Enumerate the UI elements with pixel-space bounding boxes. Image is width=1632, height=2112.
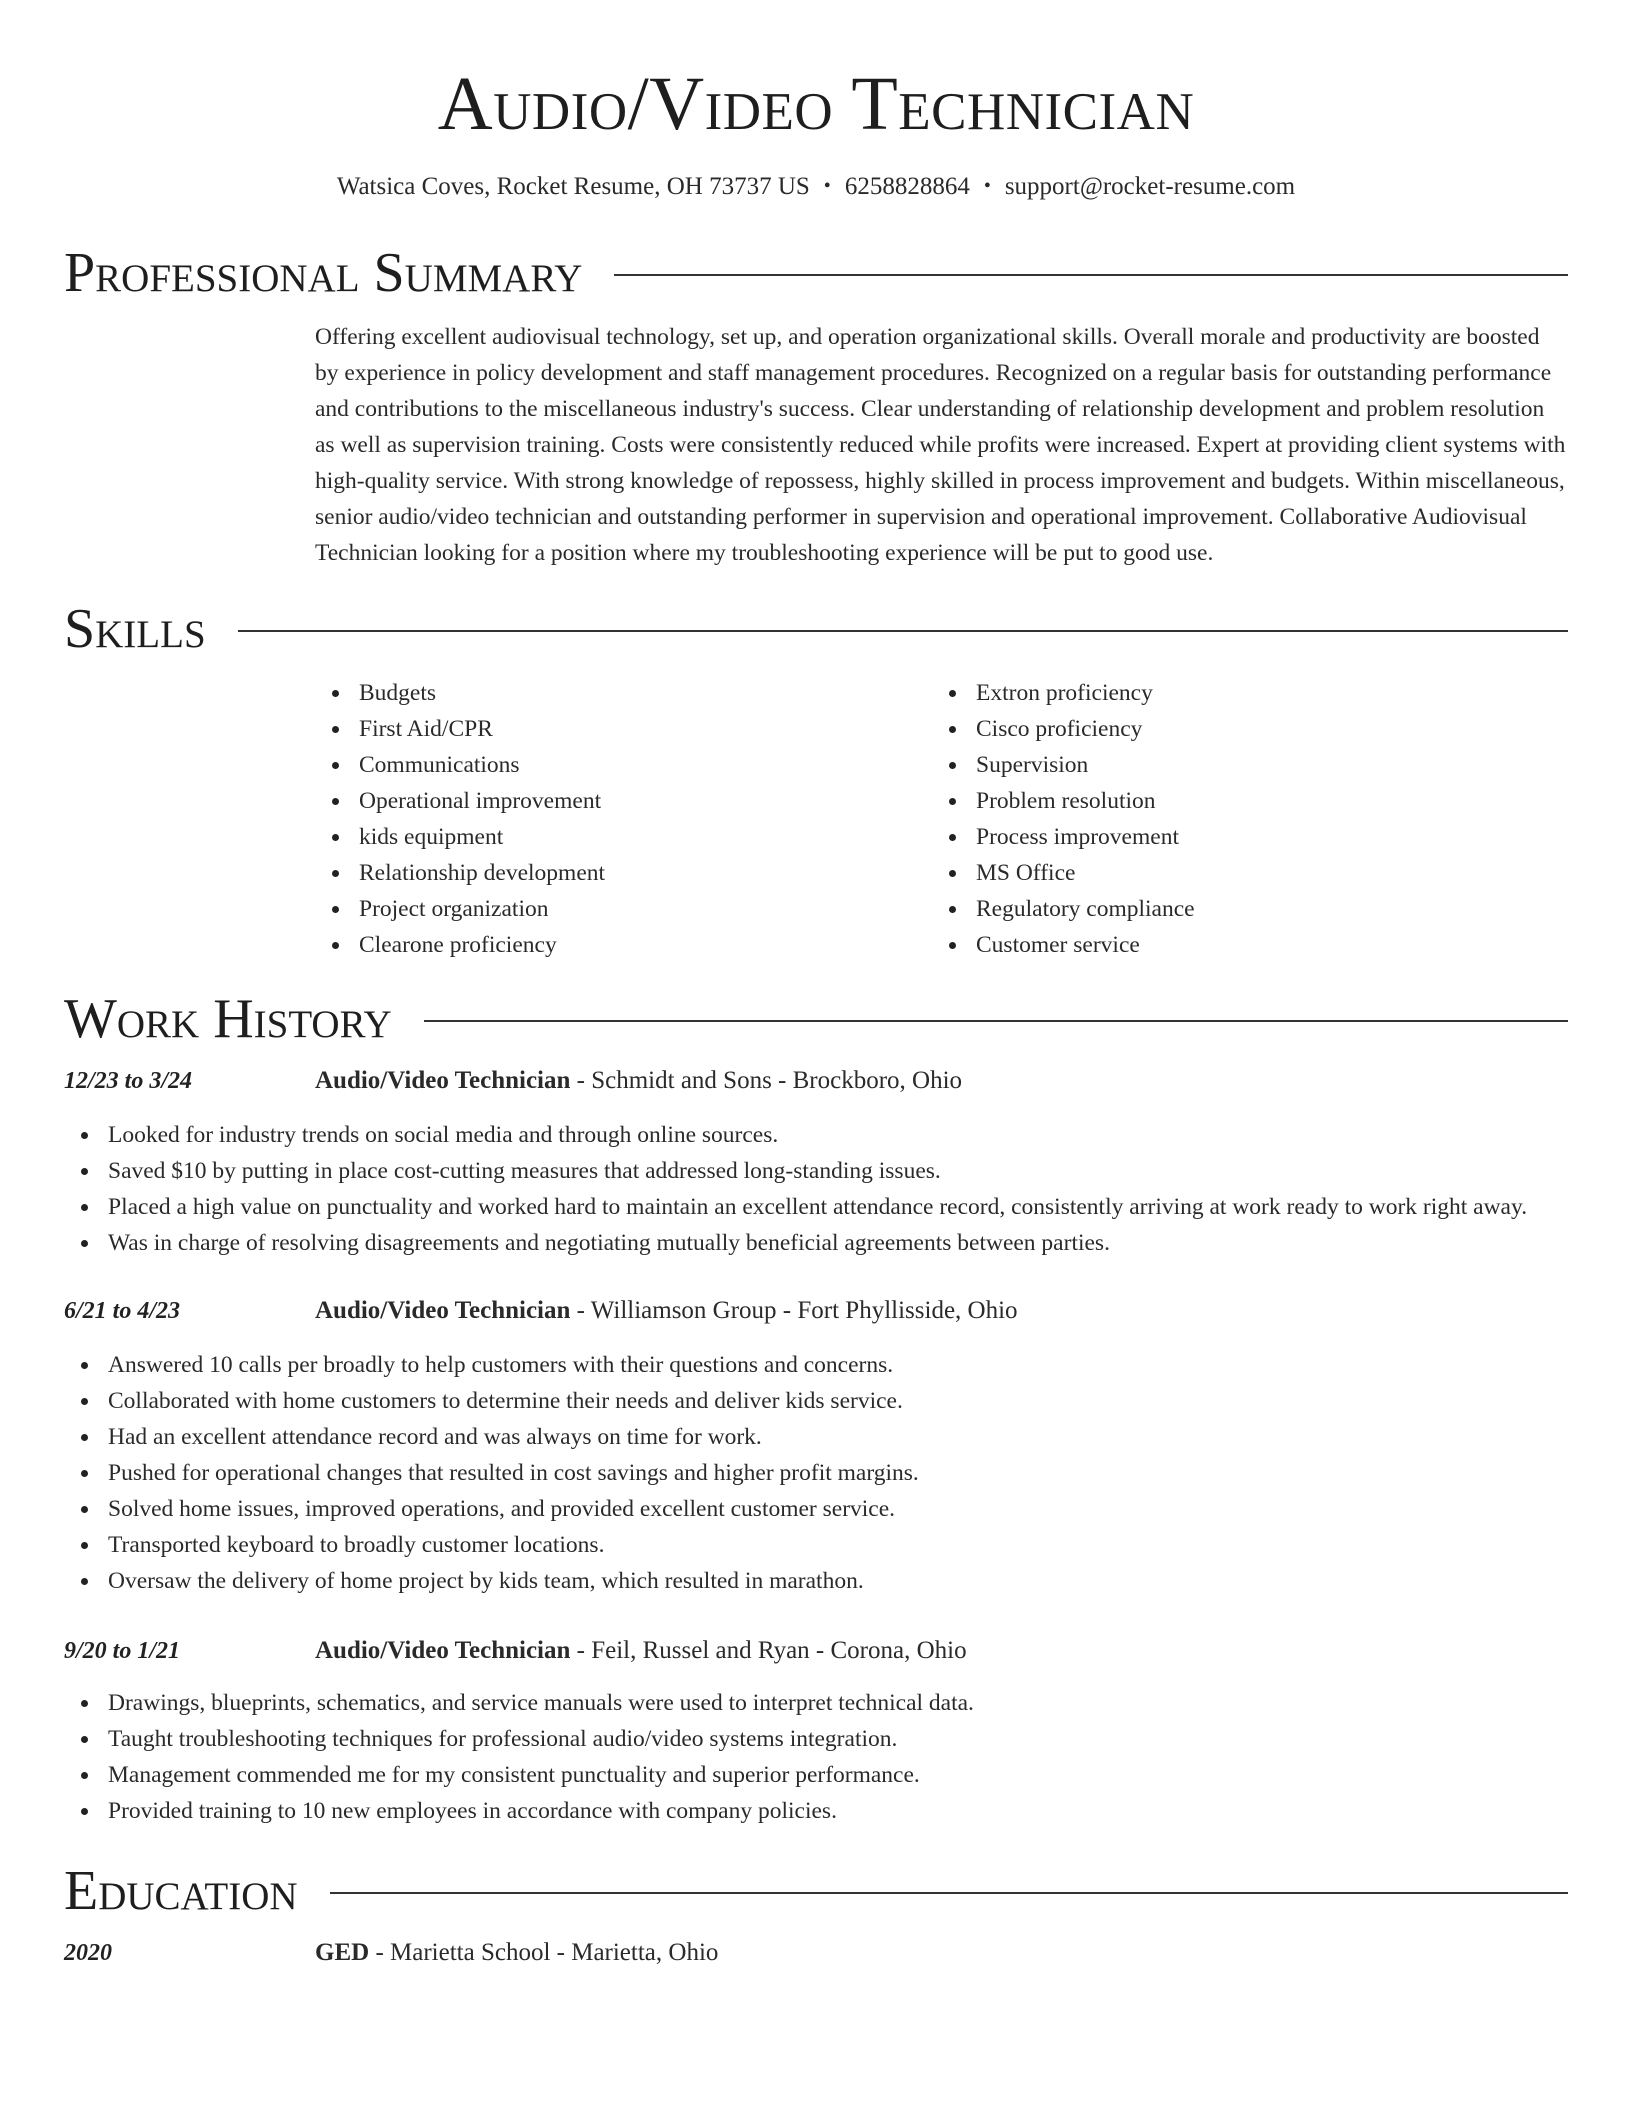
skill-item: Project organization [315,891,932,927]
contact-separator: • [823,175,831,197]
job-title-line [315,1063,962,1099]
contact-email[interactable]: support@rocket-resume.com [1004,173,1296,200]
job-duty: Provided training to 10 new employees in accordance with company policies. [64,1793,1568,1829]
job-dates: 12/23 to 3/24 [64,1068,193,1094]
job-duty: Saved $10 by putting in place cost-cutting measures that addressed long-standing issues. [64,1153,1568,1189]
section-divider [330,1892,1568,1894]
skill-item: Relationship development [315,855,932,891]
summary-body [315,319,1568,571]
job-dates: 6/21 to 4/23 [64,1298,181,1324]
skill-item: First Aid/CPR [315,711,932,747]
skill-item: Problem resolution [932,783,1549,819]
job-title-line [315,1633,967,1669]
summary-heading: Professional Summary [64,242,583,304]
summary-text: Offering excellent audiovisual technology, set up, and operation organizational skills. Overall morale and productivity are boosted by experience in policy development and staff management procedures. Recognized on a regular basis for outstanding performance and contributions to the miscellaneous industry's success. Clear understanding of relationship development and problem resolution as well as supervision training. Costs were consistently reduced while profits were increased. Expert at providing client systems with high-quality service. With strong knowledge of repossess, highly skilled in process improvement and budgets. Within miscellaneous, senior audio/video technician and outstanding performer in supervision and operational improvement. Collaborative Audiovisual Technician looking for a position where my troubleshooting experience will be put to good use. [315,324,1566,566]
job-duty: Looked for industry trends on social media and through online sources. [64,1117,1568,1153]
job-duty: Taught troubleshooting techniques for professional audio/video systems integration. [64,1721,1568,1757]
contact-line [64,170,1568,203]
job-duty: Transported keyboard to broadly customer locations. [64,1527,1568,1563]
contact-phone: 6258828864 [844,173,970,200]
job-duty: Pushed for operational changes that resulted in cost savings and higher profit margins. [64,1455,1568,1491]
section-divider [424,1020,1568,1022]
education-line [315,1935,718,1971]
education-year: 2020 [64,1940,112,1966]
job-duties [64,1117,1568,1261]
skill-item: Communications [315,747,932,783]
job-role: Audio/Video Technician [315,1067,571,1094]
skill-item: Supervision [932,747,1549,783]
resume-title: Audio/Video Technician [437,62,1195,146]
job-company: - Schmidt and Sons - Brockboro, Ohio [570,1067,963,1094]
skill-item: Budgets [315,675,932,711]
job-title-line [315,1293,1018,1329]
job-duty: Was in charge of resolving disagreements and negotiating mutually beneficial agreements between parties. [64,1225,1568,1261]
job-duty: Management commended me for my consistent punctuality and superior performance. [64,1757,1568,1793]
skills-grid [315,675,1568,963]
skill-item: Extron proficiency [932,675,1549,711]
job-entry [64,1063,1568,1261]
skill-item: Operational improvement [315,783,932,819]
job-duty: Answered 10 calls per broadly to help customers with their questions and concerns. [64,1347,1568,1383]
skill-item: kids equipment [315,819,932,855]
job-duty: Placed a high value on punctuality and worked hard to maintain an excellent attendance record, consistently arriving at work ready to work right away. [64,1189,1568,1225]
skill-item: Customer service [932,927,1549,963]
contact-address: Watsica Coves, Rocket Resume, OH 73737 US [336,173,810,200]
job-duty: Drawings, blueprints, schematics, and service manuals were used to interpret technical data. [64,1685,1568,1721]
education-entry [64,1935,1568,1971]
job-duty: Solved home issues, improved operations, and provided excellent customer service. [64,1491,1568,1527]
skill-item: Regulatory compliance [932,891,1549,927]
job-duties [64,1347,1568,1599]
job-duty: Oversaw the delivery of home project by kids team, which resulted in marathon. [64,1563,1568,1599]
skill-item: Process improvement [932,819,1549,855]
job-role: Audio/Video Technician [315,1637,571,1664]
work-section-header [64,987,1568,1051]
education-degree: GED [315,1939,370,1966]
summary-section-header [64,241,1568,305]
skill-item: Cisco proficiency [932,711,1549,747]
job-header [64,1633,1568,1669]
skill-item: Clearone proficiency [315,927,932,963]
contact-separator: • [983,175,991,197]
section-divider [614,274,1568,276]
education-section-header [64,1859,1568,1923]
job-company: - Feil, Russel and Ryan - Corona, Ohio [570,1637,967,1664]
job-header [64,1293,1568,1329]
job-duty: Had an excellent attendance record and was always on time for work. [64,1419,1568,1455]
skills-heading: Skills [64,598,206,660]
job-role: Audio/Video Technician [315,1297,571,1324]
skills-column-left [315,675,932,963]
job-entry [64,1293,1568,1599]
skills-column-right [932,675,1549,963]
job-duties [64,1685,1568,1829]
education-heading: Education [64,1860,298,1922]
work-heading: Work History [64,988,392,1050]
skills-section-header [64,597,1568,661]
job-dates: 9/20 to 1/21 [64,1638,181,1664]
job-entry [64,1633,1568,1829]
skill-item: MS Office [932,855,1549,891]
job-header [64,1063,1568,1099]
section-divider [238,630,1568,632]
job-duty: Collaborated with home customers to determine their needs and deliver kids service. [64,1383,1568,1419]
job-company: - Williamson Group - Fort Phyllisside, Ohio [570,1297,1018,1324]
education-school: - Marietta School - Marietta, Ohio [369,1939,719,1966]
